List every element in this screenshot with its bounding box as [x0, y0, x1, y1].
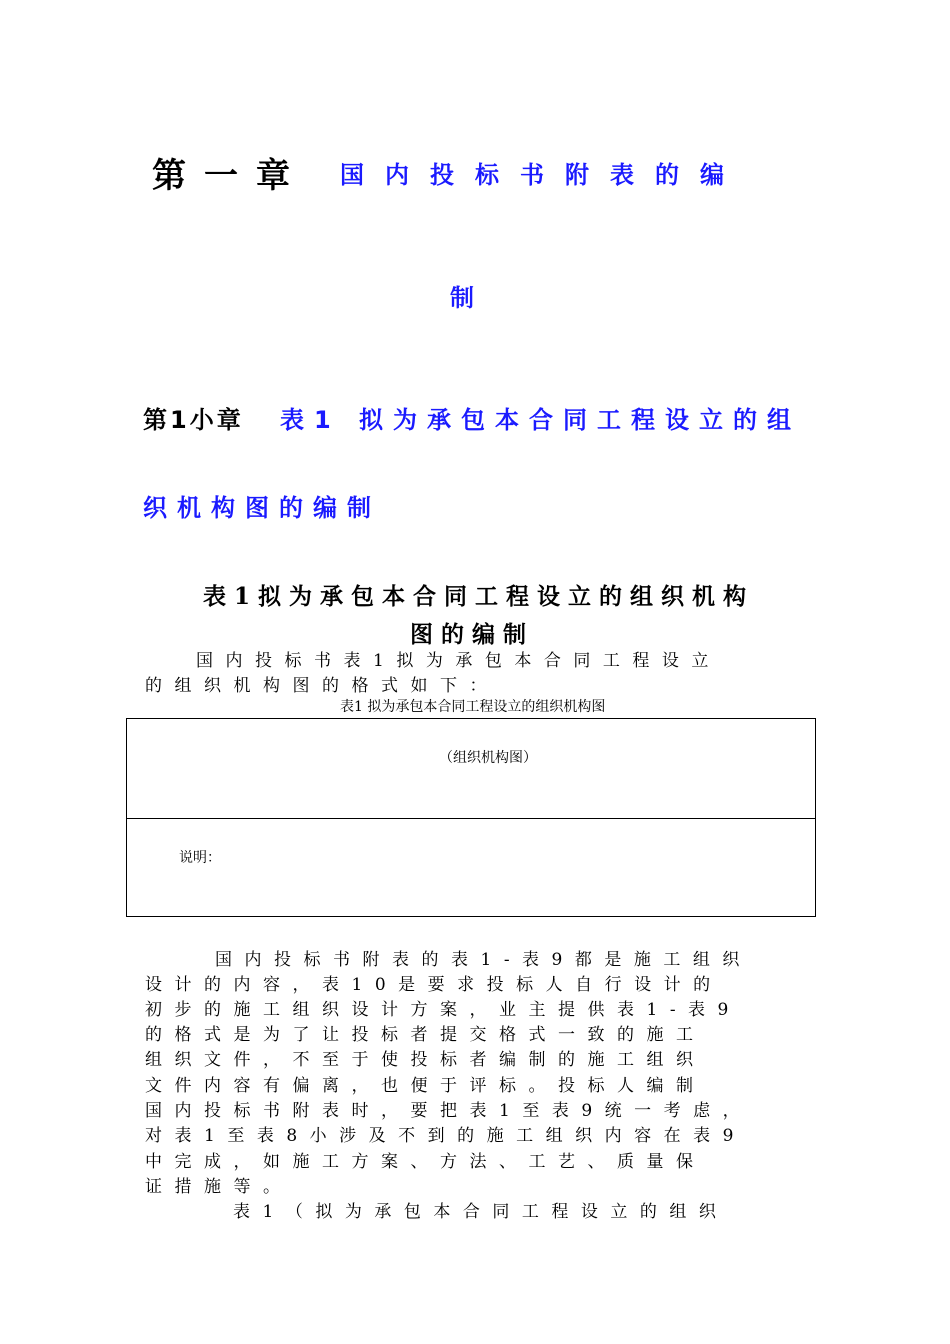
paragraph-line-8: 对表1至表8小涉及不到的施工组织内容在表9	[145, 1126, 746, 1146]
paragraph-line-6: 文件内容有偏离，也便于评标。投标人编制	[145, 1076, 706, 1096]
paragraph-line-3: 初步的施工组织设计方案，业主提供表1-表9	[145, 1000, 741, 1020]
section-prefix: 第1小章	[143, 406, 244, 434]
paragraph-line-4: 的格式是为了让投标者提交格式一致的施工	[145, 1025, 706, 1045]
chapter-prefix: 第一章	[152, 156, 308, 196]
intro-line-2: 的组织机构图的格式如下：	[145, 676, 499, 696]
paragraph-line-1: 国内投标书附表的表1-表9都是施工组织	[215, 950, 752, 970]
note-label: 说明：	[179, 850, 221, 866]
paragraph-line-5: 组织文件，不至于使投标者编制的施工组织	[145, 1050, 706, 1070]
table-heading-continued: 图的编制	[410, 621, 534, 648]
paragraph-line-9: 中完成，如施工方案、方法、工艺、质量保	[145, 1152, 706, 1172]
paragraph-line-2: 设计的内容，表10是要求投标人自行设计的	[145, 975, 723, 995]
org-chart-form	[126, 718, 816, 917]
section-title-continued: 织机构图的编制	[143, 494, 381, 522]
form-caption: 表1 拟为承包本合同工程设立的组织机构图	[340, 699, 606, 715]
chapter-title-continued: 制	[450, 284, 474, 312]
paragraph-line-10: 证措施等。	[145, 1177, 293, 1197]
paragraph-line-7: 国内投标书附表时，要把表1至表9统一考虑，	[145, 1101, 753, 1121]
note-cell	[127, 819, 815, 916]
table-heading: 表1拟为承包本合同工程设立的组织机构	[203, 583, 755, 610]
chapter-title: 国内投标书附表的编	[340, 161, 745, 189]
org-chart-cell	[127, 719, 815, 819]
intro-line-1: 国内投标书表1拟为承包本合同工程设立	[196, 651, 721, 671]
paragraph-line-11: 表1（拟为承包本合同工程设立的组织	[233, 1202, 729, 1222]
org-chart-placeholder: （组织机构图）	[439, 750, 537, 766]
section-title: 表1 拟为承包本合同工程设立的组	[280, 406, 802, 434]
